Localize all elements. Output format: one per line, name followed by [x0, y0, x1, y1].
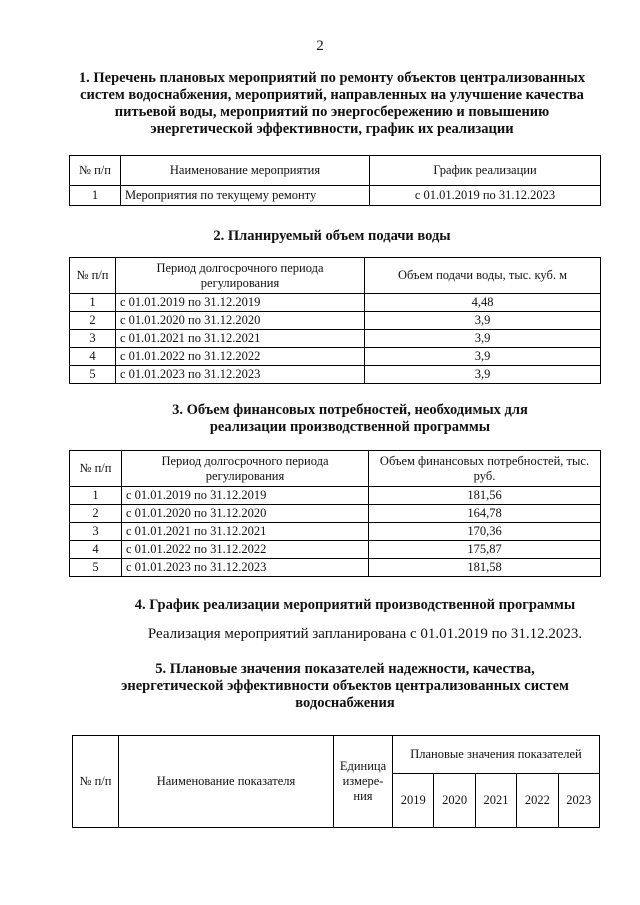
- s2-row-num: 5: [70, 366, 116, 384]
- s3-row-period: с 01.01.2023 по 31.12.2023: [122, 559, 369, 577]
- section2-title: 2. Планируемый объем подачи воды: [213, 228, 451, 244]
- table-row: [70, 541, 601, 559]
- s3-row-num: 4: [70, 541, 122, 559]
- s2-header-volume: Объем подачи воды, тыс. куб. м: [365, 258, 601, 294]
- table-row: [70, 330, 601, 348]
- table-row: [70, 312, 601, 330]
- s3-row-num: 3: [70, 523, 122, 541]
- section2-table: [69, 257, 601, 384]
- s5-header-year: 2022: [517, 774, 558, 828]
- s1-header-schedule: График реализации: [370, 156, 601, 186]
- s2-header-num: № п/п: [70, 258, 116, 294]
- s1-row-schedule: с 01.01.2019 по 31.12.2023: [370, 186, 601, 206]
- section1-table: [69, 155, 601, 206]
- s3-row-period: с 01.01.2021 по 31.12.2021: [122, 523, 369, 541]
- s5-header-year: 2021: [475, 774, 516, 828]
- s2-row-num: 4: [70, 348, 116, 366]
- s3-header-num: № п/п: [70, 451, 122, 487]
- s1-row-num: 1: [70, 186, 121, 206]
- table-row: [70, 186, 601, 206]
- s2-row-period: с 01.01.2019 по 31.12.2019: [116, 294, 365, 312]
- s3-row-value: 181,58: [369, 559, 601, 577]
- table-row: [70, 559, 601, 577]
- section5-title: 5. Плановые значения показателей надежности, качества, энергетической эффективности объектов централизованных систем водоснабжения: [121, 661, 569, 711]
- section1-title: 1. Перечень плановых мероприятий по ремонту объектов централизованных систем водоснабжения, мероприятий, направленных на улучшение качества питьевой воды, мероприятий по энергосбережению и повышению энергетической эффективности, график их реализации: [78, 70, 586, 137]
- table-row: [70, 348, 601, 366]
- s3-row-value: 181,56: [369, 487, 601, 505]
- s2-row-period: с 01.01.2020 по 31.12.2020: [116, 312, 365, 330]
- s3-row-value: 164,78: [369, 505, 601, 523]
- section3-title: 3. Объем финансовых потребностей, необходимых для реализации производственной программы: [172, 402, 528, 435]
- s2-row-period: с 01.01.2021 по 31.12.2021: [116, 330, 365, 348]
- table-row: [70, 487, 601, 505]
- s2-row-num: 1: [70, 294, 116, 312]
- s5-header-planned: Плановые значения показателей: [393, 736, 600, 774]
- s3-row-period: с 01.01.2020 по 31.12.2020: [122, 505, 369, 523]
- table-row: [70, 366, 601, 384]
- s2-row-value: 3,9: [365, 312, 601, 330]
- section5-table: [72, 735, 600, 828]
- s2-header-period: Период долгосрочного периода регулирования: [116, 258, 365, 294]
- s2-row-value: 3,9: [365, 366, 601, 384]
- s2-row-value: 3,9: [365, 348, 601, 366]
- s3-header-period: Период долгосрочного периода регулирования: [122, 451, 369, 487]
- section3-table: [69, 450, 601, 577]
- s5-header-num: № п/п: [73, 736, 119, 828]
- s5-header-year: 2020: [434, 774, 475, 828]
- s2-row-value: 3,9: [365, 330, 601, 348]
- s3-row-period: с 01.01.2019 по 31.12.2019: [122, 487, 369, 505]
- s2-row-num: 3: [70, 330, 116, 348]
- s3-row-value: 175,87: [369, 541, 601, 559]
- table-row: [70, 505, 601, 523]
- page-number: 2: [316, 38, 324, 54]
- table-row: [70, 294, 601, 312]
- s3-row-num: 2: [70, 505, 122, 523]
- section4-text: Реализация мероприятий запланирована с 01.01.2019 по 31.12.2023.: [147, 626, 583, 642]
- s3-row-num: 1: [70, 487, 122, 505]
- s1-header-num: № п/п: [70, 156, 121, 186]
- s1-row-name: Мероприятия по текущему ремонту: [121, 186, 370, 206]
- table-row: [70, 523, 601, 541]
- s5-header-year: 2019: [393, 774, 434, 828]
- s5-header-unit: Единица измере-ния: [334, 736, 393, 828]
- s3-row-num: 5: [70, 559, 122, 577]
- s2-row-period: с 01.01.2023 по 31.12.2023: [116, 366, 365, 384]
- s2-row-num: 2: [70, 312, 116, 330]
- s3-row-period: с 01.01.2022 по 31.12.2022: [122, 541, 369, 559]
- s5-header-name: Наименование показателя: [119, 736, 334, 828]
- s2-row-value: 4,48: [365, 294, 601, 312]
- s5-header-year: 2023: [558, 774, 600, 828]
- s1-header-name: Наименование мероприятия: [121, 156, 370, 186]
- s3-row-value: 170,36: [369, 523, 601, 541]
- section4-title: 4. График реализации мероприятий производственной программы: [134, 597, 576, 613]
- s2-row-period: с 01.01.2022 по 31.12.2022: [116, 348, 365, 366]
- s3-header-finance: Объем финансовых потребностей, тыс. руб.: [369, 451, 601, 487]
